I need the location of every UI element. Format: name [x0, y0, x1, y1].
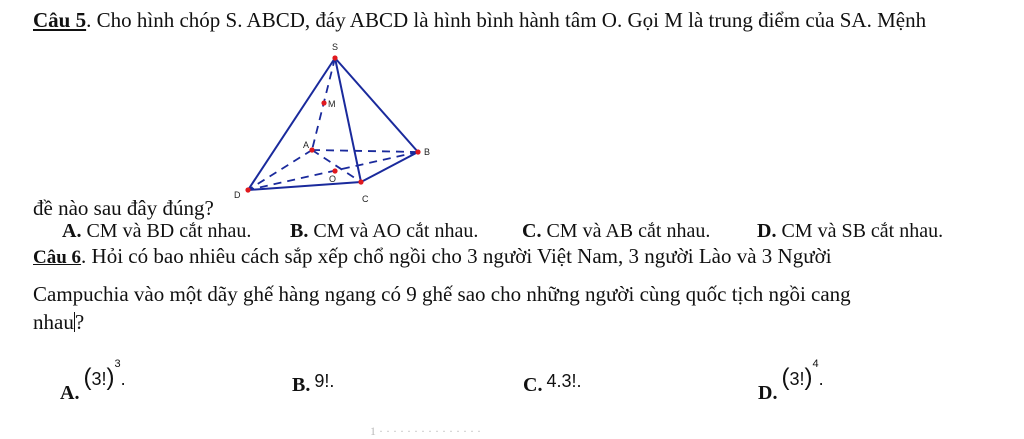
q5-option-d-text: CM và SB cắt nhau. [781, 220, 944, 242]
label-C: C [362, 194, 369, 204]
q6-stem-part1: . Hỏi có bao nhiêu cách sắp xếp chổ ngồi cho 3 người Việt Nam, 3 người Lào và 3 Người [81, 244, 832, 268]
q5-stem-part1: . Cho hình chóp S. ABCD, đáy ABCD là hình bình hành tâm O. Gọi M là trung điểm của SA. Mệnh [86, 8, 927, 32]
q6-option-c[interactable] [523, 370, 582, 396]
q6-option-a-base: 3! [91, 369, 107, 389]
q5-text-line1 [33, 8, 926, 33]
q6-option-a-exp: 3 [114, 358, 121, 370]
q6-option-a-expr: $(3!)^3$. [83, 358, 126, 391]
point-M [321, 100, 326, 105]
q6-option-c-text: 4.3!. [546, 371, 582, 391]
diag-AC [312, 150, 361, 182]
edge-SB [335, 58, 418, 152]
q6-option-b-text: 9!. [314, 371, 335, 391]
q6-text-line3 [33, 310, 84, 335]
point-S [332, 55, 337, 60]
q6-option-d-letter: D. [758, 382, 778, 404]
q5-option-a-letter: A. [62, 220, 82, 242]
point-A [309, 147, 314, 152]
q6-option-b-letter: B. [292, 374, 311, 396]
pyramid-figure [228, 40, 443, 210]
q5-option-c-text: CM và AB cắt nhau. [546, 220, 711, 242]
q6-stem-part3b: ? [74, 310, 85, 334]
q5-option-b-text: CM và AO cắt nhau. [313, 220, 479, 242]
q6-option-d-suffix: . [818, 369, 824, 389]
q5-option-b[interactable] [290, 220, 478, 243]
edge-AB [312, 150, 418, 152]
point-O [332, 168, 337, 173]
edge-SC [335, 58, 361, 182]
q6-option-a-suffix: . [120, 369, 126, 389]
q6-option-b[interactable] [292, 370, 335, 396]
q6-text-line2: Campuchia vào một dãy ghế hàng ngang có 9 ghế sao cho những người cùng quốc tịch ngồi cang [33, 282, 851, 306]
point-C [358, 179, 363, 184]
edge-AD [248, 150, 312, 190]
q5-option-a[interactable] [62, 220, 251, 243]
q6-stem-part3a: nhau [33, 310, 74, 334]
edge-SD [248, 58, 335, 190]
q5-option-b-letter: B. [290, 220, 309, 242]
label-B: B [424, 147, 431, 157]
q5-option-d-letter: D. [757, 220, 777, 242]
q5-label: Câu 5 [33, 8, 87, 32]
q5-option-a-text: CM và BD cắt nhau. [86, 220, 252, 242]
q5-option-c[interactable] [522, 220, 710, 243]
q6-option-d[interactable] [758, 358, 824, 404]
point-B [415, 149, 420, 154]
q6-option-d-base: 3! [789, 369, 805, 389]
label-S: S [332, 42, 339, 52]
label-A: A [303, 140, 310, 150]
q6-option-c-letter: C. [523, 374, 543, 396]
edge-CB [361, 152, 418, 182]
q6-label: Câu 6 [33, 247, 82, 268]
label-O: O [329, 174, 337, 184]
q6-text-line1 [33, 244, 832, 269]
q6-option-a[interactable] [60, 358, 126, 404]
q5-option-d[interactable] [757, 220, 943, 243]
label-D: D [234, 190, 241, 200]
faint-next-line: 1 · · · · · · · · · · · · · · · [370, 424, 481, 438]
q6-option-d-expr: $(3!)^4$. [781, 358, 824, 391]
point-D [245, 187, 250, 192]
q5-text-line2: đề nào sau đây đúng? [33, 196, 214, 220]
label-M: M [328, 99, 336, 109]
q6-option-a-letter: A. [60, 382, 80, 404]
q6-option-d-exp: 4 [812, 358, 819, 370]
q5-option-c-letter: C. [522, 220, 542, 242]
